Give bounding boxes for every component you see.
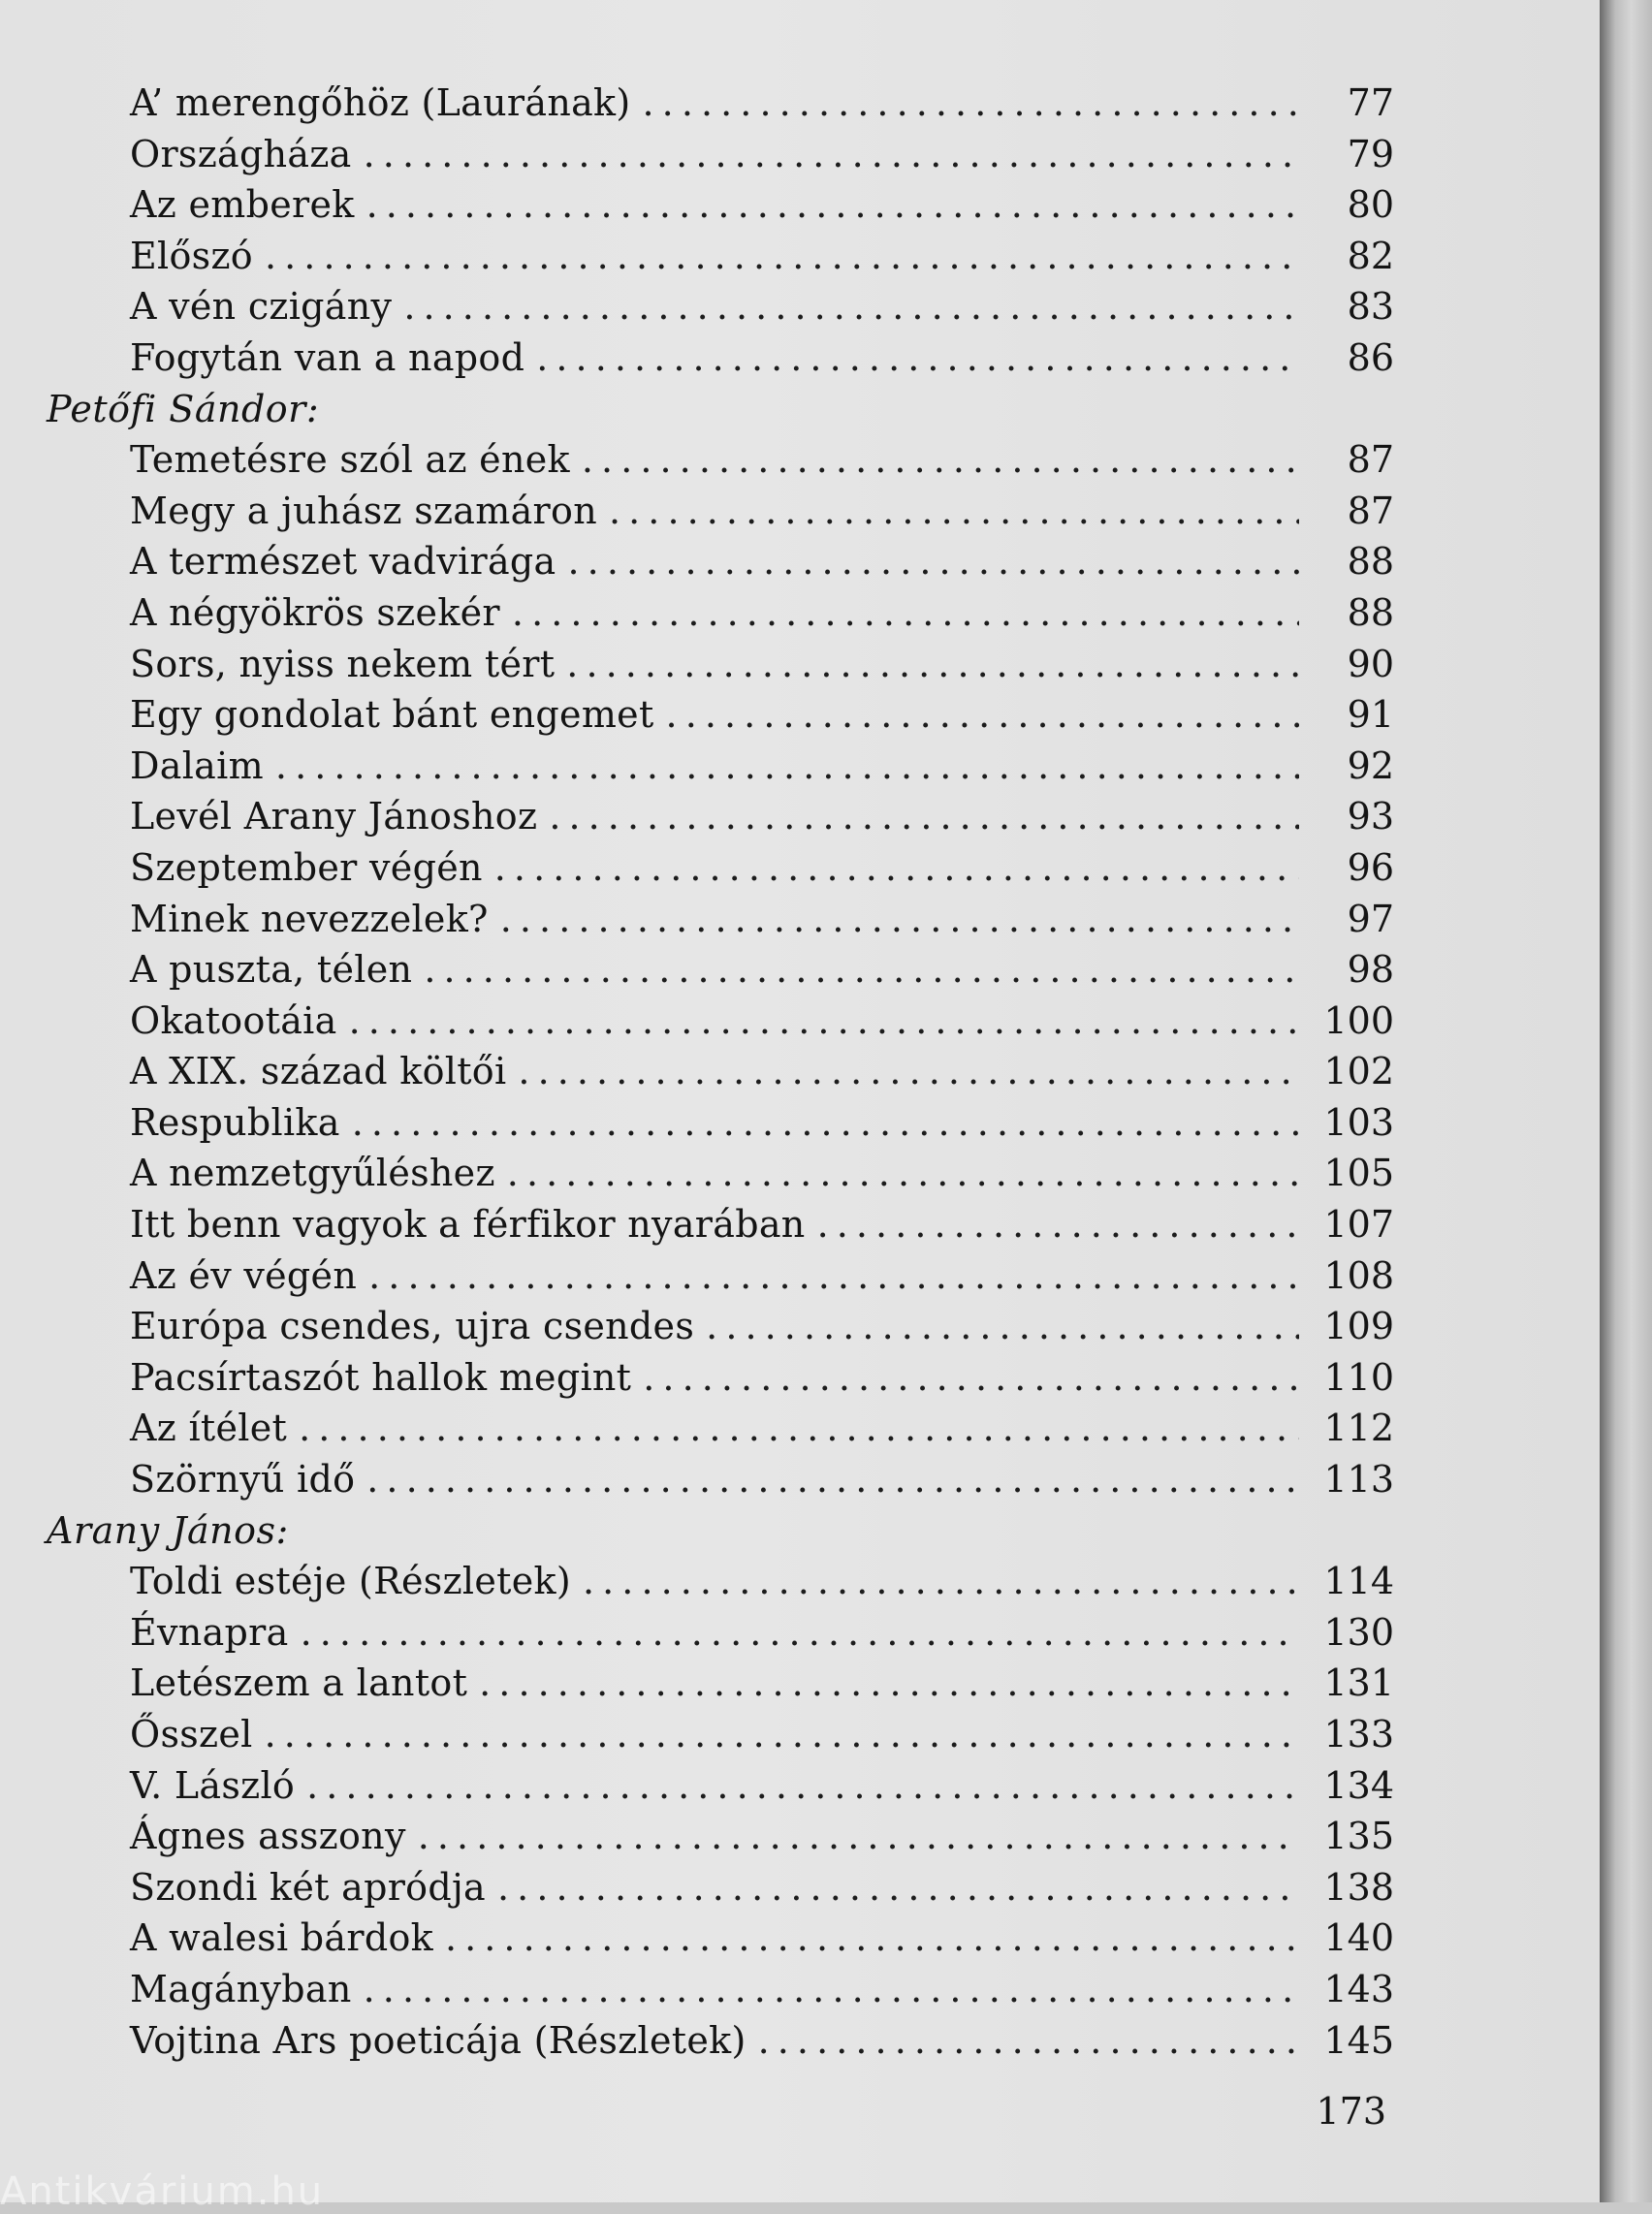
dot-leader — [265, 231, 1299, 282]
toc-entry — [47, 231, 1394, 282]
dot-leader — [275, 741, 1299, 792]
dot-leader — [507, 1148, 1299, 1199]
toc-entry-page: 138 — [1323, 1865, 1394, 1909]
toc-author-heading: Arany János: — [47, 1508, 289, 1552]
toc-entry — [47, 1097, 1394, 1149]
toc-entry — [47, 1964, 1394, 2015]
toc-entry-title: A nemzetgyűléshez — [130, 1152, 495, 1195]
toc-entry-page: 145 — [1323, 2018, 1394, 2062]
toc-entry-page: 86 — [1347, 335, 1394, 379]
toc-entry-page: 91 — [1347, 693, 1394, 737]
dot-leader — [301, 1607, 1299, 1659]
toc-entry — [47, 78, 1394, 129]
toc-entry — [47, 1709, 1394, 1760]
dot-leader — [643, 1352, 1299, 1404]
toc-entry — [47, 944, 1394, 996]
toc-entry-title: A puszta, télen — [130, 948, 413, 992]
dot-leader — [609, 486, 1299, 537]
toc-entry-page: 82 — [1347, 234, 1394, 277]
toc-entry — [47, 1148, 1394, 1199]
toc-entry-page: 112 — [1323, 1407, 1394, 1450]
toc-entry — [47, 179, 1394, 231]
toc-entry — [47, 1760, 1394, 1812]
dot-leader — [299, 1403, 1299, 1454]
toc-entry — [47, 741, 1394, 792]
dot-leader — [352, 1097, 1299, 1149]
toc-entry-page: 102 — [1323, 1050, 1394, 1093]
toc-entry-page: 109 — [1323, 1305, 1394, 1348]
toc-entry-page: 77 — [1347, 81, 1394, 124]
toc-entry-title: Itt benn vagyok a férfikor nyarában — [130, 1203, 806, 1247]
dot-leader — [265, 1709, 1299, 1760]
toc-entry-title: Az ítélet — [130, 1407, 288, 1450]
toc-entry — [47, 587, 1394, 639]
toc-entry-page: 87 — [1347, 489, 1394, 532]
toc-entry — [47, 536, 1394, 587]
toc-entry — [47, 1199, 1394, 1250]
toc-entry — [47, 1250, 1394, 1302]
toc-entry-title: Szeptember végén — [130, 845, 483, 889]
toc-entry-page: 133 — [1323, 1713, 1394, 1755]
dot-leader — [364, 1964, 1299, 2015]
toc-entry-title: Ágnes asszony — [130, 1815, 406, 1858]
toc-entry-page: 110 — [1323, 1355, 1394, 1399]
dot-leader — [706, 1301, 1299, 1352]
dot-leader — [445, 1913, 1299, 1964]
toc-entry-title: Az emberek — [130, 183, 355, 227]
toc-entry-page: 88 — [1347, 540, 1394, 584]
toc-entry-title: Temetésre szól az ének — [130, 438, 570, 482]
dot-leader — [497, 1862, 1299, 1914]
dot-leader — [403, 281, 1299, 332]
toc-entry-title: Európa csendes, ujra csendes — [130, 1305, 695, 1348]
toc-entry — [47, 639, 1394, 690]
toc-entry-page: 107 — [1323, 1203, 1394, 1247]
dot-leader — [568, 536, 1300, 587]
toc-entry-title: Levél Arany Jánoshoz — [130, 795, 538, 838]
dot-leader — [666, 689, 1299, 741]
toc-entry — [47, 1352, 1394, 1404]
dot-leader — [518, 1046, 1299, 1097]
toc-entry-page: 97 — [1347, 897, 1394, 940]
toc-entry-page: 96 — [1347, 845, 1394, 889]
dot-leader — [306, 1760, 1299, 1812]
dot-leader — [758, 2015, 1299, 2067]
toc-entry-page: 92 — [1347, 743, 1394, 787]
toc-entry-title: Magányban — [130, 1967, 352, 2010]
toc-entry-page: 113 — [1323, 1458, 1394, 1502]
toc-entry — [47, 1301, 1394, 1352]
toc-entry-title: Szondi két apródja — [130, 1865, 487, 1909]
toc-entry — [47, 1811, 1394, 1862]
toc-entry-title: Fogytán van a napod — [130, 335, 525, 379]
toc-entry-page: 98 — [1347, 948, 1394, 992]
toc-entry-title: A’ merengőhöz (Laurának) — [130, 81, 631, 124]
toc-entry-title: A XIX. század költői — [130, 1050, 507, 1093]
page-edge — [1600, 0, 1652, 2202]
toc-entry — [47, 894, 1394, 945]
toc-entry — [47, 996, 1394, 1047]
toc-entry-page: 93 — [1347, 795, 1394, 838]
toc-entry — [47, 1658, 1394, 1709]
dot-leader — [566, 639, 1299, 690]
toc-entry-page: 140 — [1323, 1916, 1394, 1960]
toc-entry-page: 79 — [1347, 132, 1394, 175]
dot-leader — [494, 842, 1299, 894]
dot-leader — [512, 587, 1299, 639]
toc-entry-title: Évnapra — [130, 1610, 289, 1654]
toc-entry-title: Szörnyű idő — [130, 1458, 356, 1502]
toc-entry — [47, 1556, 1394, 1607]
toc-entry — [47, 2015, 1394, 2067]
dot-leader — [479, 1658, 1299, 1709]
toc-entry-title: A négyökrös szekér — [130, 590, 500, 634]
toc-entry-page: 135 — [1323, 1815, 1394, 1858]
toc-entry-page: 131 — [1323, 1661, 1394, 1705]
dot-leader — [500, 894, 1299, 945]
toc-entry-page: 134 — [1323, 1763, 1394, 1807]
toc-entry-title: Dalaim — [130, 743, 264, 787]
dot-leader — [536, 332, 1299, 384]
toc-entry-page: 114 — [1323, 1560, 1394, 1603]
dot-leader — [366, 1454, 1299, 1505]
toc-entry-title: A vén czigány — [130, 285, 393, 329]
dot-leader — [549, 791, 1299, 842]
toc-entry-title: Toldi estéje (Részletek) — [130, 1560, 571, 1603]
toc-entry-title: Előszó — [130, 234, 253, 277]
toc-entry-page: 143 — [1323, 1967, 1394, 2010]
dot-leader — [424, 944, 1299, 996]
toc-entry — [47, 1607, 1394, 1659]
toc-entry-title: Az év végén — [130, 1253, 358, 1297]
dot-leader — [349, 996, 1299, 1047]
toc-entry-page: 105 — [1323, 1152, 1394, 1195]
toc-entry-title: Egy gondolat bánt engemet — [130, 693, 654, 737]
toc-entry-title: Sors, nyiss nekem tért — [130, 642, 556, 685]
toc-entry-page: 88 — [1347, 590, 1394, 634]
toc-entry — [47, 791, 1394, 842]
toc-entry-title: Országháza — [130, 132, 352, 175]
watermark: Antikvárium.hu — [0, 2169, 325, 2214]
toc-entry-page: 87 — [1347, 438, 1394, 482]
toc-entry — [47, 434, 1394, 486]
dot-leader — [364, 129, 1299, 180]
dot-leader — [643, 78, 1299, 129]
toc-entry — [47, 1454, 1394, 1505]
toc-entry — [47, 486, 1394, 537]
toc-entry-title: Pacsírtaszót hallok megint — [130, 1355, 632, 1399]
toc-entry-page: 103 — [1323, 1100, 1394, 1144]
toc-entry-title: A természet vadvirága — [130, 540, 556, 584]
toc-entry-title: Letészem a lantot — [130, 1661, 468, 1705]
toc-entry-page: 90 — [1347, 642, 1394, 685]
dot-leader — [368, 1250, 1299, 1302]
toc-entry-title: Okatootáia — [130, 998, 337, 1042]
toc-entry — [47, 689, 1394, 741]
dot-leader — [583, 1556, 1299, 1607]
toc-entry — [47, 842, 1394, 894]
toc-entry — [47, 1913, 1394, 1964]
toc-entry-title: Respublika — [130, 1100, 340, 1144]
toc-entry-page: 100 — [1323, 998, 1394, 1042]
toc-entry — [47, 1046, 1394, 1097]
toc-entry-title: A walesi bárdok — [130, 1916, 433, 1960]
table-of-contents — [47, 78, 1394, 2066]
toc-entry-title: Vojtina Ars poeticája (Részletek) — [130, 2018, 747, 2062]
toc-entry — [47, 281, 1394, 332]
toc-entry — [47, 1862, 1394, 1914]
dot-leader — [817, 1199, 1299, 1250]
toc-author-heading: Petőfi Sándor: — [47, 387, 320, 430]
toc-entry-title: Minek nevezzelek? — [130, 897, 489, 940]
toc-entry — [47, 1403, 1394, 1454]
toc-entry — [47, 129, 1394, 180]
dot-leader — [418, 1811, 1299, 1862]
toc-entry-title: Ősszel — [130, 1713, 253, 1755]
toc-entry-page: 83 — [1347, 285, 1394, 329]
toc-entry-page: 130 — [1323, 1610, 1394, 1654]
toc-entry-title: Megy a juhász szamáron — [130, 489, 597, 532]
toc-entry-page: 80 — [1347, 183, 1394, 227]
toc-entry-title: V. László — [130, 1763, 296, 1807]
toc-entry-page: 108 — [1323, 1253, 1394, 1297]
toc-entry — [47, 332, 1394, 384]
page-number: 173 — [1316, 2090, 1386, 2133]
dot-leader — [366, 179, 1299, 231]
dot-leader — [582, 434, 1299, 486]
